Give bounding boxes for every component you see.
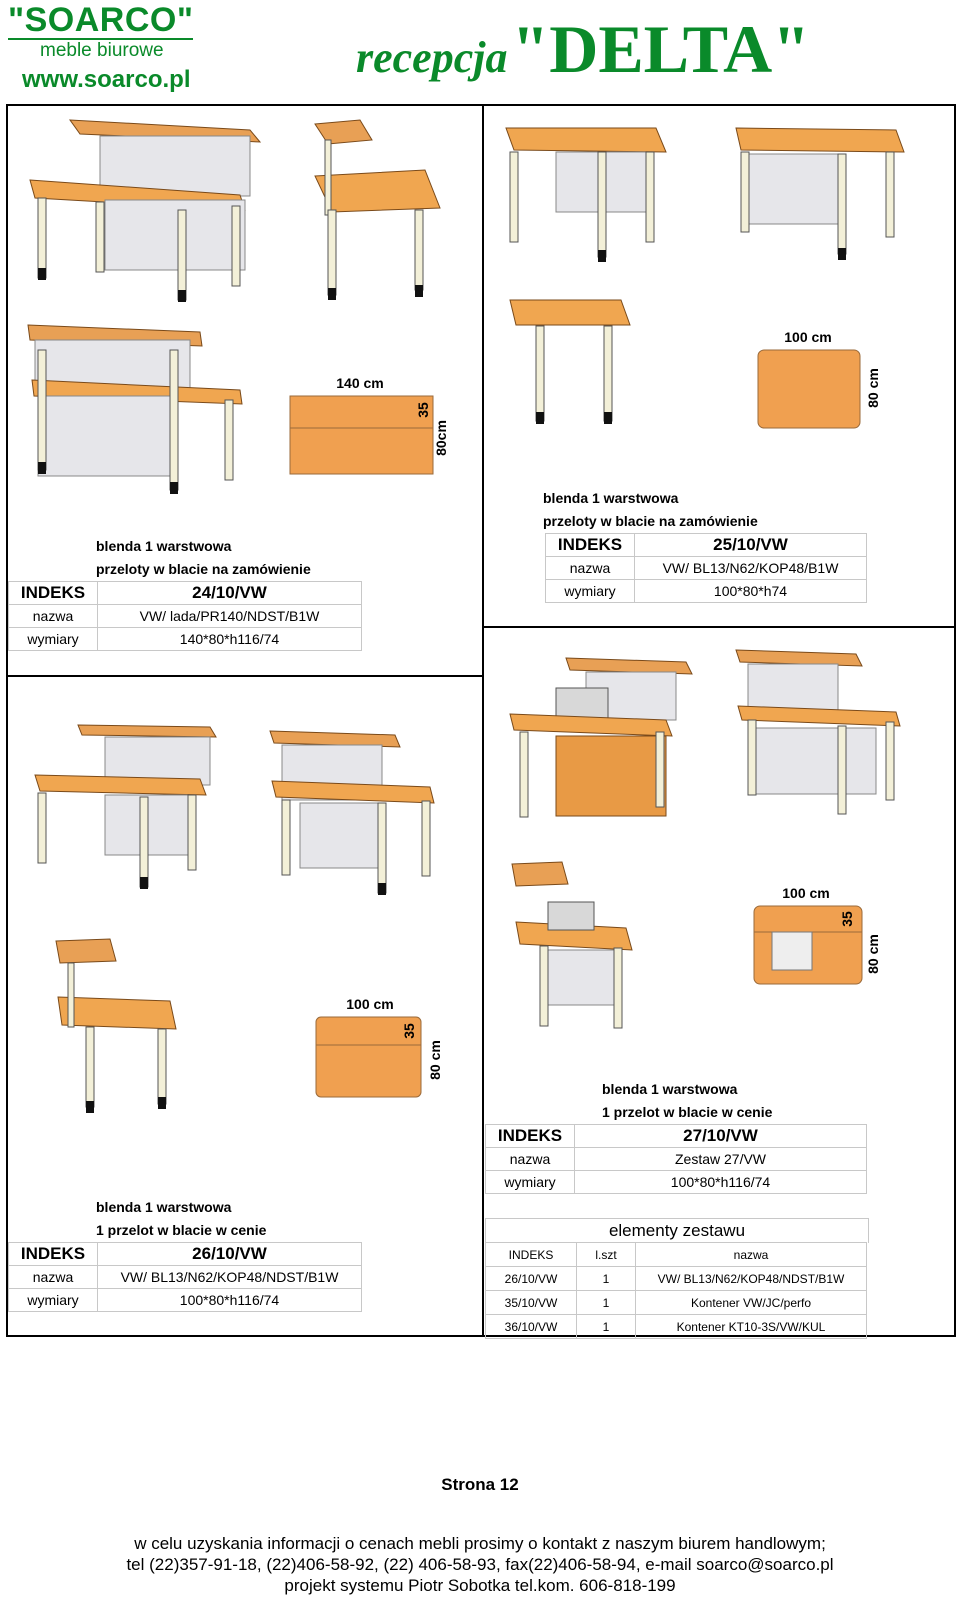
desk-24-a-image (30, 120, 260, 302)
p26-index-value: 26/10/VW (98, 1243, 362, 1266)
desk-24-b-image (315, 120, 440, 300)
p25-name-row (546, 557, 867, 580)
plan-view-25 (758, 329, 881, 428)
company-tagline: meble biurowe (40, 40, 164, 61)
desk-27-a-image (510, 658, 692, 817)
desk-26-a-image (35, 725, 216, 889)
set-row-name: VW/ BL13/N62/KOP48/NDST/B1W (636, 1267, 867, 1291)
plan-25-depth: 80 cm (865, 368, 881, 408)
footer-designer-line: projekt systemu Piotr Sobotka tel.kom. 606-818-199 (284, 1576, 676, 1595)
plan-27-width: 100 cm (782, 885, 830, 901)
p27-index-label: INDEKS (486, 1125, 575, 1148)
p26-dims-value: 100*80*h116/74 (98, 1289, 362, 1312)
p24-index-label: INDEKS (9, 582, 98, 605)
p24-info-table (8, 581, 362, 651)
set-row-index: 36/10/VW (486, 1315, 577, 1339)
p25-dims-label: wymiary (546, 580, 635, 603)
page-number: Strona 12 (441, 1475, 519, 1494)
p27-name-row (486, 1148, 867, 1171)
plan-24-shelf: 35 (415, 402, 431, 418)
set-row (486, 1315, 867, 1339)
set-row-name: Kontener KT10-3S/VW/KUL (636, 1315, 867, 1339)
p26-name-label: nazwa (9, 1266, 98, 1289)
p24-index-value: 24/10/VW (98, 582, 362, 605)
title-name: "DELTA" (511, 11, 810, 87)
p27-caption-2: 1 przelot w blacie w cenie (602, 1104, 773, 1120)
p25-index-label: INDEKS (546, 534, 635, 557)
p26-info-table (8, 1242, 362, 1312)
p27-caption-1: blenda 1 warstwowa (602, 1081, 738, 1097)
set-header-row (486, 1243, 867, 1267)
p27-name-value: Zestaw 27/VW (575, 1148, 867, 1171)
p24-dims-row (9, 628, 362, 651)
p24-name-value: VW/ lada/PR140/NDST/B1W (98, 605, 362, 628)
divider-right-h (482, 626, 956, 628)
footer-contact-line: w celu uzyskania informacji o cenach mebli prosimy o kontakt z naszym biurem handlowym; (134, 1534, 826, 1553)
plan-27-depth: 80 cm (865, 934, 881, 974)
set-row-index: 35/10/VW (486, 1291, 577, 1315)
p26-caption-2: 1 przelot w blacie w cenie (96, 1222, 267, 1238)
p25-dims-row (546, 580, 867, 603)
p27-index-row (486, 1125, 867, 1148)
set-row-index: 26/10/VW (486, 1267, 577, 1291)
p26-index-label: INDEKS (9, 1243, 98, 1266)
desk-26-c-image (56, 939, 176, 1113)
product-24-illustration (10, 110, 480, 530)
plan-26-depth: 80 cm (427, 1040, 443, 1080)
p26-name-row (9, 1266, 362, 1289)
plan-26-width: 100 cm (346, 996, 394, 1012)
p24-dims-label: wymiary (9, 628, 98, 651)
product-26-illustration (10, 705, 480, 1145)
p26-dims-row (9, 1289, 362, 1312)
plan-27-shelf: 35 (839, 911, 855, 927)
desk-27-b-image (736, 650, 900, 814)
title-prefix: recepcja (356, 33, 508, 82)
p24-caption-2: przeloty w blacie na zamówienie (96, 561, 311, 577)
p24-name-label: nazwa (9, 605, 98, 628)
divider-left-h (6, 675, 484, 677)
set-row-qty: 1 (577, 1267, 636, 1291)
divider-bottom (482, 626, 484, 1337)
drawer-container-image (556, 736, 666, 816)
desk-27-c-image (512, 862, 632, 1028)
product-25-illustration (486, 110, 952, 490)
company-website-link[interactable]: www.soarco.pl (22, 66, 191, 93)
plan-24-depth: 80cm (433, 420, 449, 456)
p25-name-label: nazwa (546, 557, 635, 580)
p26-dims-label: wymiary (9, 1289, 98, 1312)
set-row (486, 1291, 867, 1315)
plan-view-24 (290, 375, 449, 474)
set-row-qty: 1 (577, 1315, 636, 1339)
p27-name-label: nazwa (486, 1148, 575, 1171)
p27-dims-row (486, 1171, 867, 1194)
p24-caption-1: blenda 1 warstwowa (96, 538, 232, 554)
plan-26-shelf: 35 (401, 1023, 417, 1039)
plan-view-27 (754, 885, 881, 984)
footer-phone-line: tel (22)357-91-18, (22)406-58-92, (22) 406-58-93, fax(22)406-58-94, e-mail soarco@soarco.pl (126, 1555, 834, 1574)
p25-info-table (545, 533, 867, 603)
p27-index-value: 27/10/VW (575, 1125, 867, 1148)
desk-25-c-image (510, 300, 630, 424)
plan-view-26 (316, 996, 443, 1097)
desk-25-b-image (736, 128, 904, 260)
product-27-illustration (486, 640, 952, 1080)
plan-24-width: 140 cm (336, 375, 384, 391)
company-logo: "SOARCO" (8, 1, 194, 39)
plan-25-width: 100 cm (784, 329, 832, 345)
p26-name-value: VW/ BL13/N62/KOP48/NDST/B1W (98, 1266, 362, 1289)
p25-index-value: 25/10/VW (635, 534, 867, 557)
p25-index-row (546, 534, 867, 557)
p27-dims-label: wymiary (486, 1171, 575, 1194)
desk-25-a-image (506, 128, 666, 262)
p26-index-row (9, 1243, 362, 1266)
set-header-qty: l.szt (577, 1243, 636, 1267)
p25-caption-2: przeloty w blacie na zamówienie (543, 513, 758, 529)
desk-24-c-image (28, 325, 242, 494)
p25-dims-value: 100*80*h74 (635, 580, 867, 603)
p26-caption-1: blenda 1 warstwowa (96, 1199, 232, 1215)
p27-dims-value: 100*80*h116/74 (575, 1171, 867, 1194)
set-header-name: nazwa (636, 1243, 867, 1267)
desk-26-b-image (270, 731, 434, 895)
p25-name-value: VW/ BL13/N62/KOP48/B1W (635, 557, 867, 580)
p24-dims-value: 140*80*h116/74 (98, 628, 362, 651)
p24-name-row (9, 605, 362, 628)
p27-info-table (485, 1124, 867, 1194)
p24-index-row (9, 582, 362, 605)
page-title (356, 10, 810, 89)
set-elements-table (485, 1242, 867, 1339)
p25-caption-1: blenda 1 warstwowa (543, 490, 679, 506)
set-elements-title: elementy zestawu (485, 1218, 869, 1243)
set-row-name: Kontener VW/JC/perfo (636, 1291, 867, 1315)
set-row-qty: 1 (577, 1291, 636, 1315)
set-row (486, 1267, 867, 1291)
divider-top (482, 104, 484, 628)
printer-small-icon (548, 902, 594, 930)
set-header-index: INDEKS (486, 1243, 577, 1267)
